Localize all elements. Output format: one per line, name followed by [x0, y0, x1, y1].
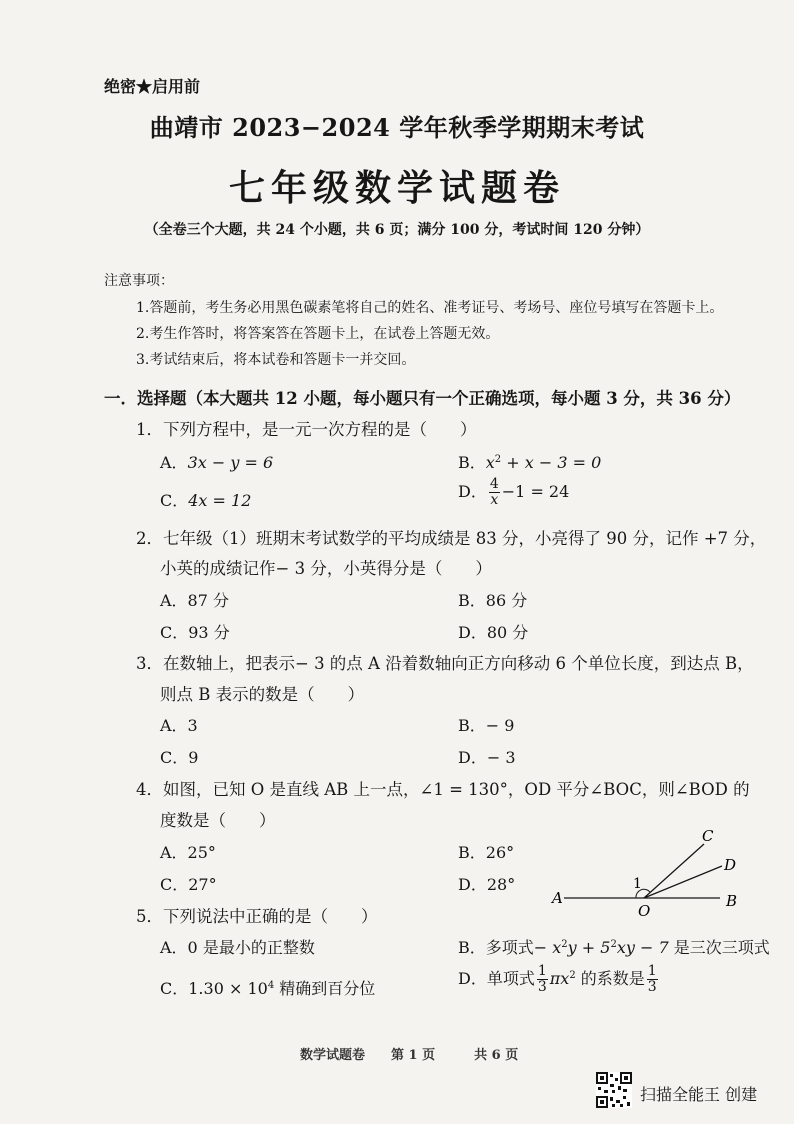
exam-info: （全卷三个大题，共 24 个小题，共 6 页；满分 100 分，考试时间 120 分钟） [144, 222, 650, 238]
q1-d-num: 4 [489, 476, 499, 492]
q5-option-c [160, 976, 375, 999]
section-title: 一．选择题（本大题共 12 小题，每小题只有一个正确选项，每小题 3 分，共 36 分） [104, 389, 741, 408]
q5-c-pre: C．1.30 × 10 [160, 979, 268, 998]
point-o-label: O [638, 902, 651, 918]
q1-b-rest: + x − 3 = 0 [501, 453, 602, 472]
q5-b-post: 是三次三项式 [668, 938, 770, 957]
q5-c-exp: 4 [267, 980, 275, 991]
q1-b-label: B． [458, 453, 486, 472]
q1-d-rest: −1 = 24 [501, 482, 570, 501]
ray-od [644, 866, 722, 898]
q4-option-a: A．25° [160, 843, 216, 862]
confidential-label: 绝密★启用前 [104, 77, 201, 96]
q3-option-b: B．− 9 [458, 716, 515, 735]
exam-title: 曲靖市 2023−2024 学年秋季学期期末考试 [149, 113, 645, 142]
q1-option-a [160, 450, 273, 473]
q1-c-label: C． [160, 491, 189, 510]
q3-option-d: D．− 3 [458, 748, 516, 767]
q5-d-mid: πx [549, 969, 570, 988]
q5-option-b [458, 935, 770, 958]
question-4-stem-line2: 度数是（ ） [160, 811, 276, 830]
q5-b-m1: − x [533, 938, 562, 957]
q2-option-a: A．87 分 [160, 591, 230, 610]
page-footer: 数学试题卷 第 1 页 共 6 页 [300, 1048, 519, 1063]
q5-d-frac2 [647, 964, 658, 995]
q5-d-n2: 1 [647, 963, 657, 979]
question-1-stem: 1．下列方程中，是一元一次方程的是（ ） [136, 420, 477, 439]
q2-option-c: C．93 分 [160, 623, 230, 642]
q2-option-d: D．80 分 [458, 623, 529, 642]
notice-item-3: 3.考试结束后，将本试卷和答题卡一并交回。 [136, 352, 416, 368]
point-d-label: D [724, 856, 737, 874]
point-a-label: A [552, 889, 563, 907]
notice-item-1: 1.答题前，考生务必用黑色碳素笔将自己的姓名、准考证号、考场号、座位号填写在答题卡上。 [136, 300, 724, 316]
q5-b-m3: xy − 7 [616, 938, 669, 957]
q1-b-x: x [485, 453, 495, 472]
point-c-label: C [702, 827, 714, 845]
q4-option-d: D．28° [458, 875, 516, 894]
q4-option-b: B．26° [458, 843, 515, 862]
q5-b-e1: 2 [561, 939, 568, 950]
q5-d-d2: 3 [647, 979, 657, 995]
question-5-stem: 5．下列说法中正确的是（ ） [136, 907, 378, 926]
angle-figure [540, 822, 750, 918]
q3-option-c: C．9 [160, 748, 199, 767]
exam-subtitle: 七年级数学试题卷 [228, 167, 565, 209]
q1-option-b [458, 450, 601, 473]
q1-option-d [458, 477, 569, 508]
notice-item-2: 2.考生作答时，将答案答在答题卡上，在试卷上答题无效。 [136, 326, 500, 342]
qr-code-icon [596, 1072, 632, 1108]
question-2-stem-line2: 小英的成绩记作− 3 分，小英得分是（ ） [160, 559, 492, 578]
q5-d-exp: 2 [569, 970, 576, 981]
q5-option-d [458, 964, 660, 995]
q2-option-b: B．86 分 [458, 591, 528, 610]
q5-c-post: 精确到百分位 [274, 979, 376, 998]
q5-option-a: A．0 是最小的正整数 [160, 938, 315, 957]
q1-c-expr: 4x = 12 [188, 491, 252, 510]
q1-a-label: A． [160, 453, 188, 472]
q1-a-expr: 3x − y = 6 [187, 453, 274, 472]
point-b-label: B [726, 892, 738, 910]
q5-b-pre: B．多项式 [458, 938, 534, 957]
q1-b-exp: 2 [494, 454, 502, 465]
q5-d-frac1 [537, 964, 548, 995]
q1-d-label: D． [458, 482, 487, 501]
q1-d-den: x [490, 492, 499, 508]
question-4-stem-line1: 4．如图，已知 O 是直线 AB 上一点，∠1 = 130°，OD 平分∠BOC，则∠BOD 的 [136, 780, 750, 799]
q5-b-m2: y + 5 [567, 938, 611, 957]
q5-d-d1: 3 [537, 979, 547, 995]
q4-option-c: C．27° [160, 875, 217, 894]
angle-1-label: 1 [633, 876, 642, 892]
scanner-watermark: 扫描全能王 创建 [640, 1085, 758, 1104]
q5-d-pre: D．单项式 [458, 969, 535, 988]
q1-option-c [160, 488, 251, 511]
q5-d-mid2: 的系数是 [575, 969, 645, 988]
question-3-stem-line2: 则点 B 表示的数是（ ） [160, 685, 365, 704]
notice-title: 注意事项： [104, 273, 174, 289]
q5-b-e2: 2 [610, 939, 617, 950]
q5-d-n1: 1 [537, 963, 547, 979]
q3-option-a: A．3 [160, 716, 198, 735]
q1-d-fraction [489, 477, 500, 508]
question-3-stem-line1: 3．在数轴上，把表示− 3 的点 A 沿着数轴向正方向移动 6 个单位长度，到达点 B， [136, 654, 754, 673]
ray-oc [644, 844, 704, 898]
question-2-stem-line1: 2．七年级（1）班期末考试数学的平均成绩是 83 分，小亮得了 90 分，记作 +7 分， [136, 529, 767, 548]
